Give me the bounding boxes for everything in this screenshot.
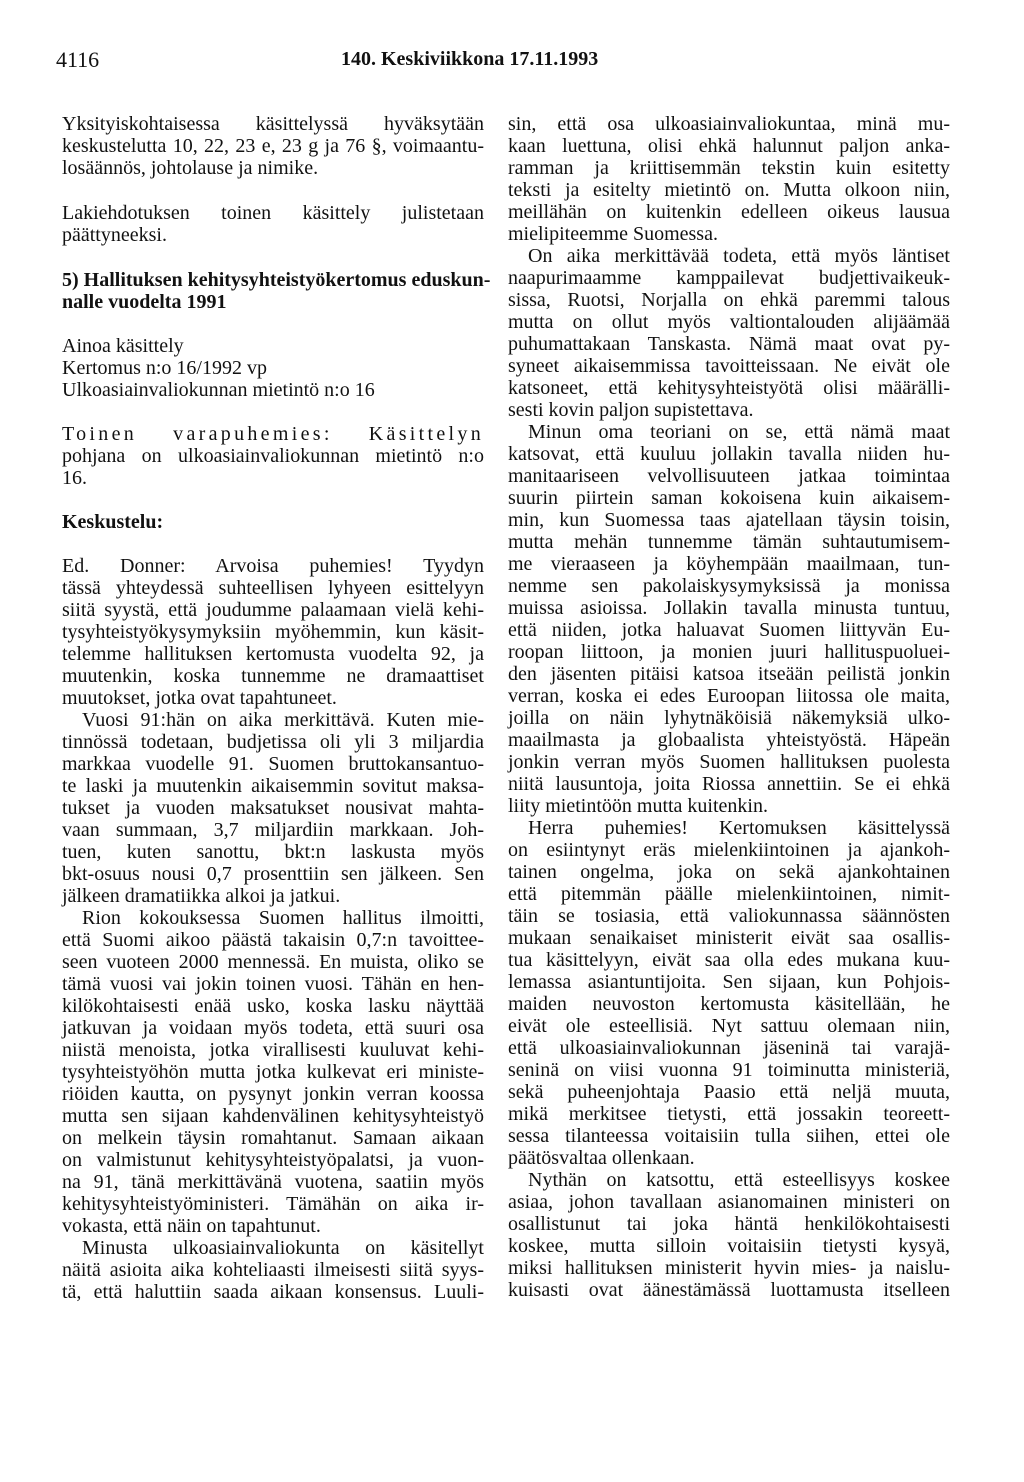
text-line: tinnössä todetaan, budjetissa oli yli 3 miljardia — [62, 731, 484, 753]
text-line: tua käsittelyyn, eivät saa olla edes mukana kuu- — [508, 949, 950, 971]
text-line: kuisasti ovat äänestämässä luottamusta itselleen — [508, 1279, 950, 1301]
agenda-heading: 5) Hallituksen kehitysyhteistyökertomus eduskun- — [62, 269, 491, 291]
text-line: täin se tosiasia, että valiokunnassa säännösten — [508, 905, 950, 927]
text-line: Nythän on katsottu, että esteellisyys koskee — [528, 1169, 950, 1191]
text-line: seninä on viisi vuonna 91 toiminutta ministeriä, — [508, 1059, 950, 1081]
text-line: tässä yhteydessä suhteellisen lyhyeen esittelyyn — [62, 577, 484, 599]
text-line: tainen ongelma, joka on sekä ajankohtainen — [508, 861, 950, 883]
text-line: asiaa, johon tavallaan asianomainen ministeri on — [508, 1191, 950, 1213]
text-line: markkaa vuodelle 91. Suomen bruttokansantuo- — [62, 753, 484, 775]
text-line: lemassa asiantuntijoita. Sen sijaan, kun Pohjois- — [508, 971, 950, 993]
text-line: osallistunut tai joka häntä henkilökohtaisesti — [508, 1213, 950, 1235]
text-line: seen vuoteen 2000 mennessä. En muista, oliko se — [62, 951, 484, 973]
text-line: Kertomus n:o 16/1992 vp — [62, 357, 267, 379]
text-line: ramman ja kriittisemmän tekstin kuin esitetty — [508, 157, 950, 179]
text-line: manitaariseen velvollisuuteen jatkaa toimintaa — [508, 465, 950, 487]
text-line: että ulkoasiainvaliokunnan jäseninä tai varajä- — [508, 1037, 950, 1059]
text-line: koskee, mutta silloin voitaisiin tietysti kysyä, — [508, 1235, 950, 1257]
text-line: na 91, tänä merkittävänä vuotena, saatiin myös — [62, 1171, 484, 1193]
text-line: muissa asioissa. Jollakin tavalla minusta tuntuu, — [508, 597, 950, 619]
speaker-line: Ed. Donner: Arvoisa puhemies! Tyydyn — [62, 555, 484, 577]
text-line: verran, koska ei edes Euroopan liitossa ole maita, — [508, 685, 950, 707]
text-line: Minun oma teoriani on se, että nämä maat — [528, 421, 950, 443]
text-line: vokasta, että näin on tapahtunut. — [62, 1215, 321, 1237]
text-line: niistä menoista, jotka virallisesti kuuluvat kehi- — [62, 1039, 484, 1061]
text-line: päätösvaltaa ollenkaan. — [508, 1147, 695, 1169]
text-line: kehitysyhteistyöministeri. Tämähän on aika ir- — [62, 1193, 484, 1215]
text-line: mutta mehän tunnemme tämän suhtautumisem- — [508, 531, 950, 553]
page-number: 4116 — [56, 47, 100, 72]
text-line: On aika merkittävää todeta, että myös läntiset — [528, 245, 950, 267]
text-line: maailmasta ja globaalista yhteistyöstä. Häpeän — [508, 729, 950, 751]
text-line: on esiintynyt eräs mielenkiintoinen ja ajankoh- — [508, 839, 950, 861]
text-line: on valmistunut kehitysyhteistyöpalatsi, ja vuon- — [62, 1149, 484, 1171]
text-line: kaan luettuna, olisi ehkä halunnut paljon anka- — [508, 135, 950, 157]
text-line: telemme hallituksen kertomusta vuodelta 92, ja — [62, 643, 484, 665]
text-line: joilla on näin lyhytnäköisiä näkemyksiä ulko- — [508, 707, 950, 729]
text-line: roopan liittoon, ja monien juuri hallituspuoluei- — [508, 641, 950, 663]
text-line: naapurimaamme kamppailevat budjettivaikeuk- — [508, 267, 950, 289]
text-line: sekä puheenjohtaja Paasio että neljä muuta, — [508, 1081, 950, 1103]
text-line: tä, että haluttiin saada aikaan konsensus. Luuli- — [62, 1281, 484, 1303]
text-line: tämä vuosi vai jokin toinen vuosi. Tähän en hen- — [62, 973, 484, 995]
text-line: mutta on ollut myös valtiontalouden alijäämää — [508, 311, 950, 333]
text-line: min, kun Suomessa taas ajatellaan täysin toisin, — [508, 509, 950, 531]
text-line: keskustelutta 10, 22, 23 e, 23 g ja 76 §, voimaantu- — [62, 135, 484, 157]
text-line: suurin piirtein saman kokoisena kuin aikaisem- — [508, 487, 950, 509]
text-line: kilökohtaisesti enää usko, koska lasku näyttää — [62, 995, 484, 1017]
text-line: muutokset, jotka ovat tapahtuneet. — [62, 687, 337, 709]
text-line: meillähän on kuitenkin edelleen oikeus lausua — [508, 201, 950, 223]
text-line: miksi hallituksen ministerit hyvin mies- ja naislu- — [508, 1257, 950, 1279]
text-line: Yksityiskohtaisessa käsittelyssä hyväksytään — [62, 113, 484, 135]
text-line: muutenkin, koska tunnemme ne dramaattiset — [62, 665, 484, 687]
text-line: puhumattakaan Tanskasta. Nämä maat ovat py- — [508, 333, 950, 355]
text-line: että pitemmän päälle mielenkiintoinen, nimit- — [508, 883, 950, 905]
text-line: mikä merkitsee tietysti, että jossakin teoreett- — [508, 1103, 950, 1125]
text-line: sissa, Ruotsi, Norjalla on ehkä paremmi talous — [508, 289, 950, 311]
text-line: sessa tilanteessa voitaisiin tulla siihen, ettei ole — [508, 1125, 950, 1147]
text-line: jonkin verran myös Suomen hallituksen puolesta — [508, 751, 950, 773]
text-line: vaan summaan, 3,7 miljardiin markkaan. Joh- — [62, 819, 484, 841]
text-line: mutta sen sijaan kahdenvälinen kehitysyhteistyö — [62, 1105, 484, 1127]
text-line: sin, että osa ulkoasiainvaliokuntaa, minä mu- — [508, 113, 950, 135]
text-line: Herra puhemies! Kertomuksen käsittelyssä — [528, 817, 950, 839]
right-column — [508, 113, 950, 1301]
text-line: bkt-osuus nousi 0,7 prosenttiin sen jälkeen. Sen — [62, 863, 484, 885]
text-line: Vuosi 91:hän on aika merkittävä. Kuten mie- — [82, 709, 484, 731]
discussion-heading: Keskustelu: — [62, 511, 164, 533]
text-line: te laski ja muutenkin aikaisemmin sovitut maksa- — [62, 775, 484, 797]
text-line: maiden neuvoston kertomusta käsitellään, he — [508, 993, 950, 1015]
text-line: Minusta ulkoasiainvaliokunta on käsitellyt — [82, 1237, 484, 1259]
text-line: Lakiehdotuksen toinen käsittely julistetaan — [62, 202, 484, 224]
text-line: me vieraaseen ja köyhempään maailmaan, tun- — [508, 553, 950, 575]
text-line: den jäsenten pitäisi katsoa itseään peilistä jonkin — [508, 663, 950, 685]
text-line: eivät ole esteellisiä. Nyt sattuu olemaan niin, — [508, 1015, 950, 1037]
text-line: tukset ja vuoden maksatukset nousivat mahta- — [62, 797, 484, 819]
text-line: tuen, kuten sanottu, bkt:n laskusta myös — [62, 841, 484, 863]
text-line: näitä asioita aika kohteliaasti ilmeisesti siitä syys- — [62, 1259, 484, 1281]
left-column — [62, 113, 491, 1303]
text-line: teksti ja esitelty mietintö on. Mutta olkoon niin, — [508, 179, 950, 201]
text-line: Rion kokouksessa Suomen hallitus ilmoitti, — [82, 907, 484, 929]
text-line: katsovat, että kuuluu jollakin tavalla niiden hu- — [508, 443, 950, 465]
text-line: losäännös, johtolause ja nimike. — [62, 157, 319, 179]
agenda-heading: nalle vuodelta 1991 — [62, 291, 227, 313]
text-line: jälkeen dramatiikka alkoi ja jatkui. — [62, 885, 341, 907]
text-line: tysyhteistyöhön mutta jotka kulkevat eri ministe- — [62, 1061, 484, 1083]
text-line: on melkein täysin romahtanut. Samaan aikaan — [62, 1127, 484, 1149]
text-line: että niiden, jotka haluavat Suomen liittyvän Eu- — [508, 619, 950, 641]
text-line: niitä lausuntoja, joita Riossa annettiin. Se ei ehkä — [508, 773, 950, 795]
text-line: syneet aikaisemmissa tavoitteissaan. Ne eivät ole — [508, 355, 950, 377]
text-line: pohjana on ulkoasiainvaliokunnan mietintö n:o — [62, 445, 484, 467]
text-line: katsoneet, että kehitysyhteistyötä olisi määrälli- — [508, 377, 950, 399]
text-line: mielipiteemme Suomessa. — [508, 223, 718, 245]
text-line: siitä syystä, että joudumme palaamaan vielä kehi- — [62, 599, 484, 621]
text-line: sesti kovin paljon supistettava. — [508, 399, 754, 421]
text-line: että Suomi aikoo päästä takaisin 0,7:n tavoittee- — [62, 929, 484, 951]
text-line: riöiden kautta, on pysynyt jonkin verran koossa — [62, 1083, 484, 1105]
text-line: Ainoa käsittely — [62, 335, 184, 357]
text-line: mukaan senaikaiset ministerit eivät saa osallis- — [508, 927, 950, 949]
text-line: Ulkoasiainvaliokunnan mietintö n:o 16 — [62, 379, 375, 401]
text-line: nemme sen pakolaiskysymyksissä ja monissa — [508, 575, 950, 597]
running-head: 140. Keskiviikkona 17.11.1993 — [341, 48, 599, 70]
text-line: tysyhteistyökysymyksiin myöhemmin, kun käsit- — [62, 621, 484, 643]
text-line: jatkuvan ja voidaan myös todeta, että suuri osa — [62, 1017, 484, 1039]
text-line: Toinen varapuhemies: Käsittelyn — [62, 423, 484, 445]
text-line: liity mietintöön mutta kuitenkin. — [508, 795, 768, 817]
text-line: 16. — [62, 467, 87, 489]
text-line: päättyneeksi. — [62, 224, 167, 246]
